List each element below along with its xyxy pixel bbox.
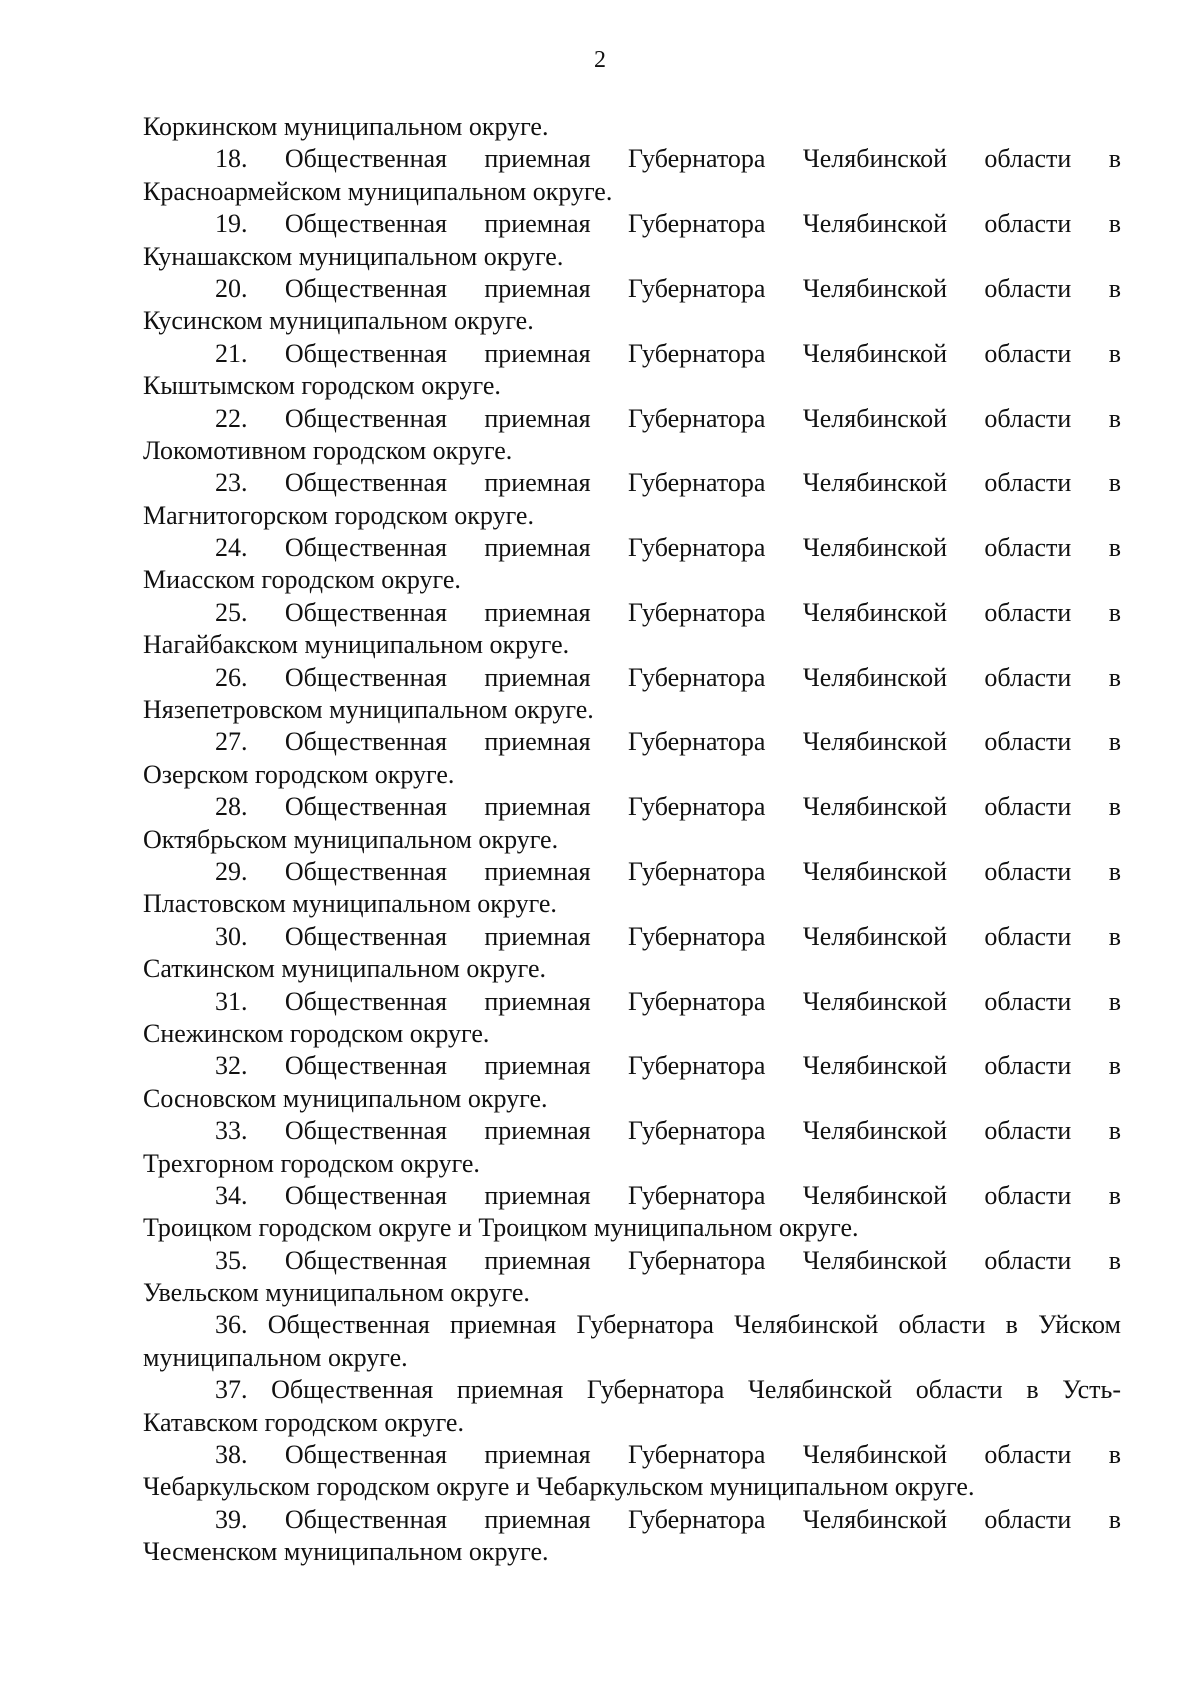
list-item-continuation-line: Кусинском муниципальном округе.: [143, 306, 534, 336]
list-item-first-line: 32. Общественная приемная Губернатора Челябинской области в: [215, 1051, 1121, 1081]
list-item-first-line: 35. Общественная приемная Губернатора Челябинской области в: [215, 1245, 1121, 1275]
list-item-continuation-line: Локомотивном городском округе.: [143, 435, 513, 465]
list-item-first-line: 24. Общественная приемная Губернатора Челябинской области в: [215, 533, 1121, 563]
list-item-first-line: 20. Общественная приемная Губернатора Челябинской области в: [215, 273, 1121, 303]
list-item-continuation-line: муниципальном округе.: [143, 1342, 408, 1372]
list-item-first-line: 28. Общественная приемная Губернатора Челябинской области в: [215, 792, 1121, 822]
list-item-first-line: 18. Общественная приемная Губернатора Челябинской области в: [215, 144, 1121, 174]
list-item-continuation-line: Кунашакском муниципальном округе.: [143, 241, 564, 271]
list-item-first-line: 26. Общественная приемная Губернатора Челябинской области в: [215, 662, 1121, 692]
list-item-first-line: 34. Общественная приемная Губернатора Челябинской области в: [215, 1180, 1121, 1210]
list-item-continuation-line: Красноармейском муниципальном округе.: [143, 176, 613, 206]
list-item-first-line: 36. Общественная приемная Губернатора Челябинской области в Уйском: [215, 1310, 1121, 1340]
list-item-first-line: 23. Общественная приемная Губернатора Челябинской области в: [215, 468, 1121, 498]
list-item-first-line: 21. Общественная приемная Губернатора Челябинской области в: [215, 338, 1121, 368]
list-item-first-line: 22. Общественная приемная Губернатора Челябинской области в: [215, 403, 1121, 433]
list-item-first-line: 25. Общественная приемная Губернатора Челябинской области в: [215, 597, 1121, 627]
list-item-continuation-line: Магнитогорском городском округе.: [143, 500, 534, 530]
list-item-continuation-line: Миасском городском округе.: [143, 565, 461, 595]
list-item-continuation-line: Нагайбакском муниципальном округе.: [143, 630, 570, 660]
list-item-continuation-line: Кыштымском городском округе.: [143, 371, 501, 401]
list-item-continuation-line: Нязепетровском муниципальном округе.: [143, 695, 594, 725]
document-body: [143, 111, 1121, 1569]
list-item-continuation-line: Увельском муниципальном округе.: [143, 1278, 530, 1308]
page-number: 2: [594, 47, 606, 73]
list-item-continuation-line: Троицком городском округе и Троицком муниципальном округе.: [143, 1213, 859, 1243]
list-item-continuation-line: Озерском городском округе.: [143, 759, 455, 789]
list-item-continuation-line: Чебаркульском городском округе и Чебаркульском муниципальном округе.: [143, 1472, 975, 1502]
list-item-first-line: 30. Общественная приемная Губернатора Челябинской области в: [215, 921, 1121, 951]
list-item-first-line: 39. Общественная приемная Губернатора Челябинской области в: [215, 1504, 1121, 1534]
list-item-continuation-line: Октябрьском муниципальном округе.: [143, 824, 559, 854]
list-item-first-line: 31. Общественная приемная Губернатора Челябинской области в: [215, 986, 1121, 1016]
list-item-continuation-line: Пластовском муниципальном округе.: [143, 889, 557, 919]
list-item-continuation-line: Снежинском городском округе.: [143, 1018, 490, 1048]
list-item-first-line: 29. Общественная приемная Губернатора Челябинской области в: [215, 856, 1121, 886]
list-item-continuation-line: Трехгорном городском округе.: [143, 1148, 480, 1178]
list-item-first-line: 38. Общественная приемная Губернатора Челябинской области в: [215, 1440, 1121, 1470]
list-item-first-line: 27. Общественная приемная Губернатора Челябинской области в: [215, 727, 1121, 757]
list-item-continuation-line: Коркинском муниципальном округе.: [143, 112, 549, 141]
list-item-continuation-line: Катавском городском округе.: [143, 1407, 464, 1437]
list-item-first-line: 33. Общественная приемная Губернатора Челябинской области в: [215, 1116, 1121, 1146]
list-item-continuation-line: Саткинском муниципальном округе.: [143, 954, 546, 984]
list-item-continuation-line: Чесменском муниципальном округе.: [143, 1537, 549, 1567]
list-item-continuation-line: Сосновском муниципальном округе.: [143, 1083, 548, 1113]
list-item-first-line: 37. Общественная приемная Губернатора Челябинской области в Усть-: [215, 1375, 1121, 1405]
list-item-first-line: 19. Общественная приемная Губернатора Челябинской области в: [215, 209, 1121, 239]
